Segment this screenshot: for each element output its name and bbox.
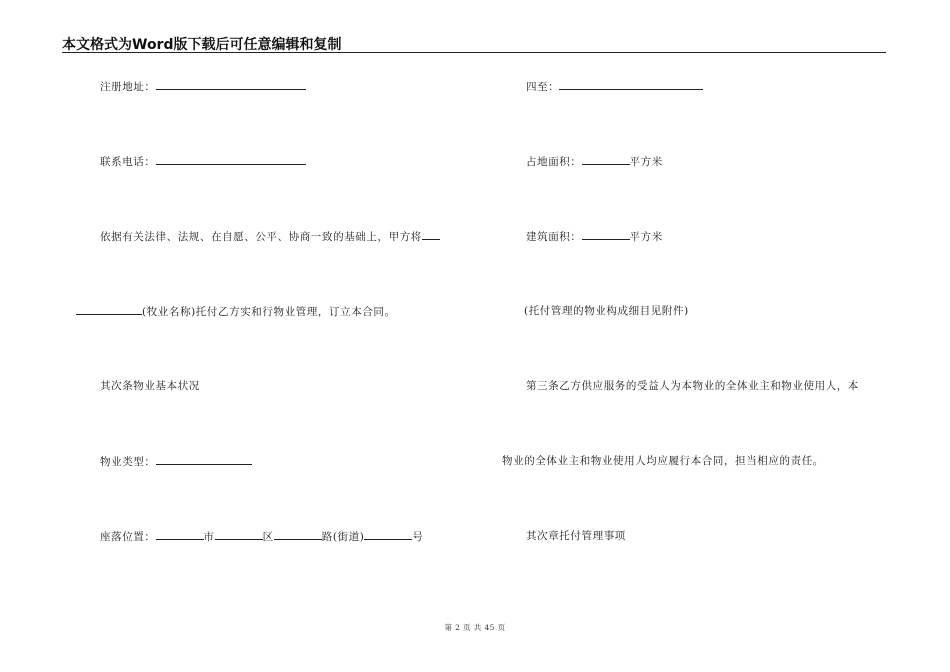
building-area-line <box>526 229 663 244</box>
land-area-line <box>526 154 663 169</box>
land-area-unit: 平方米 <box>629 156 663 168</box>
location-district-label: 区 <box>262 531 274 543</box>
chapter2-title: 其次章托付管理事项 <box>526 530 626 542</box>
location-label: 座落位置： <box>100 531 156 543</box>
location-road-blank <box>274 529 322 540</box>
land-area-label: 占地面积： <box>526 156 582 168</box>
paragraph-basis-blank1 <box>422 229 440 240</box>
property-type-label: 物业类型： <box>100 456 156 468</box>
land-area-blank <box>582 154 630 165</box>
article3-line2: 物业的全体业主和物业使用人均应履行本合同，担当相应的责任。 <box>502 455 824 467</box>
annex-note: (托付管理的物业构成细目见附件) <box>524 305 689 317</box>
boundary-label: 四至： <box>526 81 560 93</box>
building-area-unit: 平方米 <box>629 231 663 243</box>
paragraph-basis-line1 <box>100 229 440 244</box>
property-name-blank <box>76 304 142 315</box>
boundary-blank <box>559 79 703 90</box>
contact-phone-label: 联系电话： <box>100 156 156 168</box>
location-line <box>100 529 424 544</box>
building-area-label: 建筑面积： <box>526 231 582 243</box>
contact-phone-line <box>100 154 306 169</box>
building-area-blank <box>582 229 630 240</box>
location-number-blank <box>364 529 412 540</box>
section2-title: 其次条物业基本状况 <box>100 380 200 392</box>
property-type-blank <box>156 454 252 465</box>
registered-address-blank <box>156 79 306 90</box>
boundary-line <box>526 79 703 94</box>
paragraph-basis-line2 <box>76 304 396 319</box>
paragraph-basis-text2: (牧业名称)托付乙方实和行物业管理，订立本合同。 <box>142 306 396 318</box>
page-header-title: 本文格式为Word版下载后可任意编辑和复制 <box>62 37 342 53</box>
paragraph-basis-text1: 依据有关法律、法规、在自愿、公平、协商一致的基础上，甲方将 <box>100 231 422 243</box>
location-city-label: 市 <box>203 531 215 543</box>
location-road-label: 路(街道) <box>321 531 365 543</box>
location-number-label: 号 <box>412 531 424 543</box>
header-divider <box>62 52 886 53</box>
contact-phone-blank <box>156 154 306 165</box>
registered-address-line <box>100 79 306 94</box>
registered-address-label: 注册地址： <box>100 81 156 93</box>
property-type-line <box>100 454 252 469</box>
location-city-blank <box>156 529 204 540</box>
location-district-blank <box>215 529 263 540</box>
article3-line1: 第三条乙方供应服务的受益人为本物业的全体业主和物业使用人，本 <box>526 380 859 392</box>
page-number-footer: 第 2 页 共 45 页 <box>444 623 506 632</box>
